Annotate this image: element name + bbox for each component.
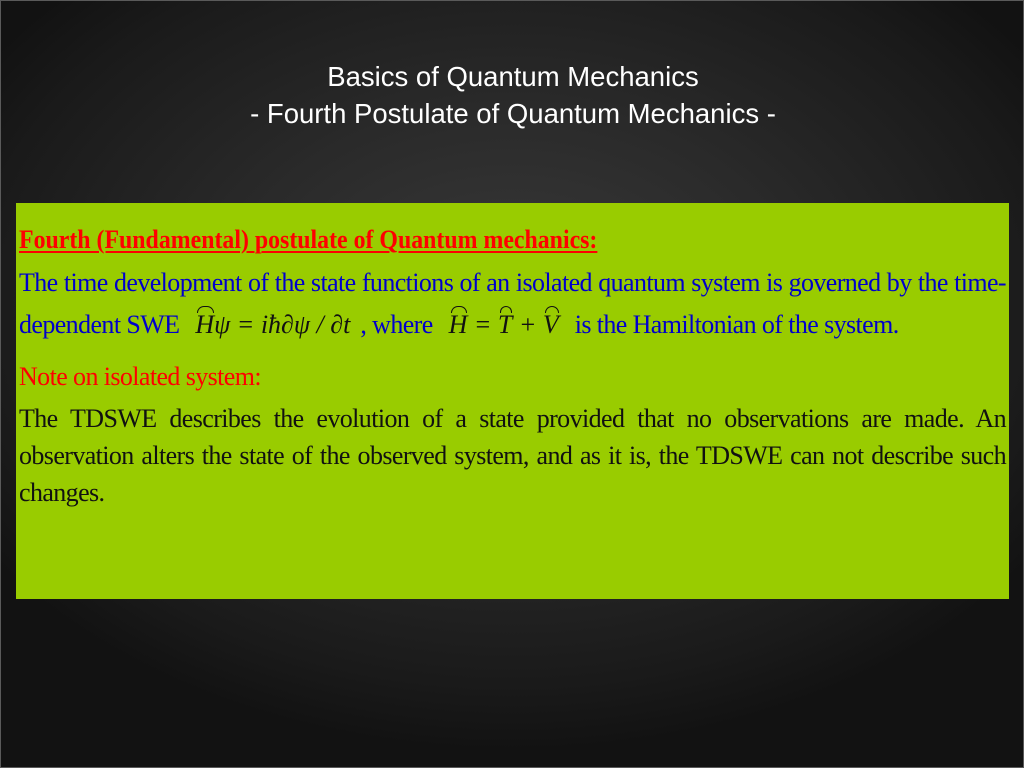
slide-title-line-1: Basics of Quantum Mechanics xyxy=(327,61,699,92)
schrodinger-equation xyxy=(185,310,360,339)
hamiltonian-equation xyxy=(439,310,569,339)
hamiltonian-h-symbol: H xyxy=(449,304,468,346)
hamiltonian-equals-sign: = xyxy=(473,310,492,339)
slide-title xyxy=(1,58,1024,132)
postulate-text-part-2: , where xyxy=(360,310,433,339)
postulate-heading: Fourth (Fundamental) postulate of Quantum mechanics: xyxy=(19,224,598,254)
content-box xyxy=(16,203,1009,599)
schrodinger-equation-rest: ψ = iħ∂ψ / ∂t xyxy=(214,310,351,339)
hamiltonian-plus-sign: + xyxy=(518,310,537,339)
note-heading: Note on isolated system: xyxy=(19,362,261,391)
postulate-text xyxy=(19,262,1006,346)
postulate-text-part-1: The time development of the state functions of an isolated quantum system is governed by the time-dependent SWE xyxy=(19,268,1006,339)
kinetic-energy-t-symbol: T xyxy=(498,304,512,346)
slide-title-line-2: - Fourth Postulate of Quantum Mechanics - xyxy=(250,98,776,129)
note-text: The TDSWE describes the evolution of a state provided that no observations are made. An observation alters the state of the observed system, and as it is, the TDSWE can not describe such changes. xyxy=(19,404,1006,507)
hamiltonian-operator-symbol: H xyxy=(195,304,214,346)
potential-energy-v-symbol: V xyxy=(543,304,559,346)
postulate-text-part-3: is the Hamiltonian of the system. xyxy=(574,310,899,339)
postulate-heading-wrap xyxy=(19,223,1006,255)
